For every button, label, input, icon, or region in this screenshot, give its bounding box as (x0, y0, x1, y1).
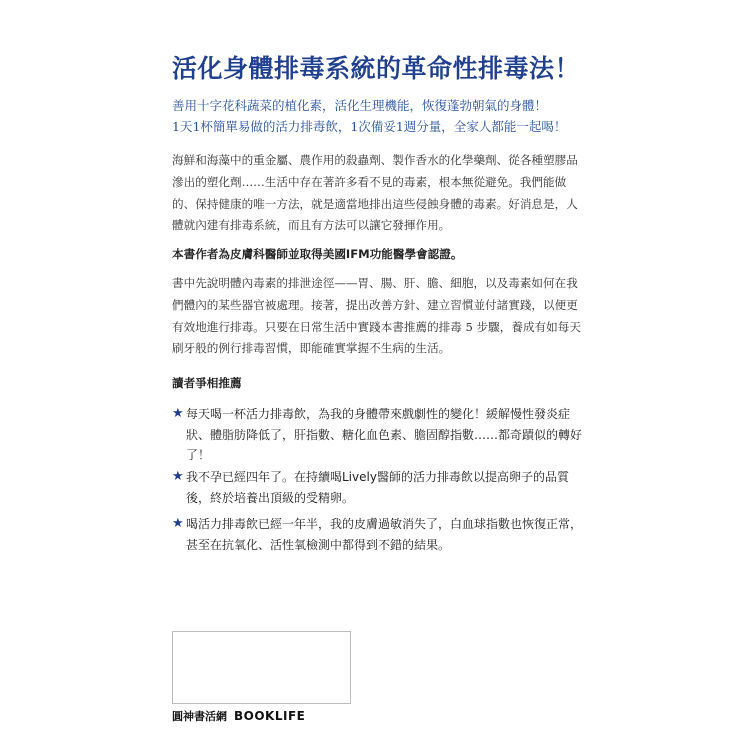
review-item (172, 514, 587, 555)
star-icon: ★ (172, 516, 184, 531)
barcode-placeholder-box (172, 631, 351, 704)
star-icon: ★ (172, 406, 184, 421)
intro-paragraph: 海鮮和海藻中的重金屬、農作用的殺蟲劑、製作香水的化學藥劑、從各種塑膠品滲出的塑化劑……生活中存在著許多看不見的毒素，根本無從避免。我們能做的、保持健康的唯一方法，就是適當地排出這些侵蝕身體的毒素。好消息是，人體就內建有排毒系統，而且有方法可以讓它發揮作用。 (172, 153, 578, 233)
reviews-heading: 讀者爭相推薦 (172, 376, 242, 390)
booklife-logo: BOOKLIFE (234, 709, 306, 723)
review-text: 每天喝一杯活力排毒飲，為我的身體帶來戲劇性的變化！緩解慢性發炎症狀、體脂肪降低了，肝指數、糖化血色素、膽固醇指數……都奇蹟似的轉好了！ (186, 407, 583, 462)
review-text: 喝活力排毒飲已經一年半，我的皮膚過敏消失了，白血球指數也恢復正常，甚至在抗氧化、活性氧檢測中都得到不錯的結果。 (186, 517, 583, 552)
publisher-footer (172, 708, 305, 724)
review-item (172, 404, 587, 466)
author-heading: 本書作者為皮膚科醫師並取得美國IFM功能醫學會認證。 (172, 247, 463, 261)
subtitle (172, 95, 566, 137)
body-paragraph: 書中先說明體內毒素的排泄途徑——胃、腸、肝、膽、細胞，以及毒素如何在我們體內的某些器官被處理。接著，提出改善方針、建立習慣並付諸實踐，以便更有效地進行排毒。只要在日常生活中實踐本書推薦的排毒 5 步驟，養成有如每天刷牙般的例行排毒習慣，即能確實掌握不生病的生活。 (172, 276, 581, 356)
subtitle-line-2: 1天1杯簡單易做的活力排毒飲，1次備妥1週分量，全家人都能一起喝！ (172, 119, 567, 134)
page-title: 活化身體排毒系統的革命性排毒法！ (172, 54, 581, 83)
star-icon: ★ (172, 469, 184, 484)
subtitle-line-1: 善用十字花科蔬菜的植化素，活化生理機能，恢復蓬勃朝氣的身體！ (172, 98, 548, 113)
review-text: 我不孕已經四年了。在持續喝Lively醫師的活力排毒飲以提高卵子的品質後，終於培養出頂級的受精卵。 (186, 470, 569, 505)
review-item (172, 467, 587, 508)
publisher-name: 圓神書活網 (172, 710, 227, 723)
